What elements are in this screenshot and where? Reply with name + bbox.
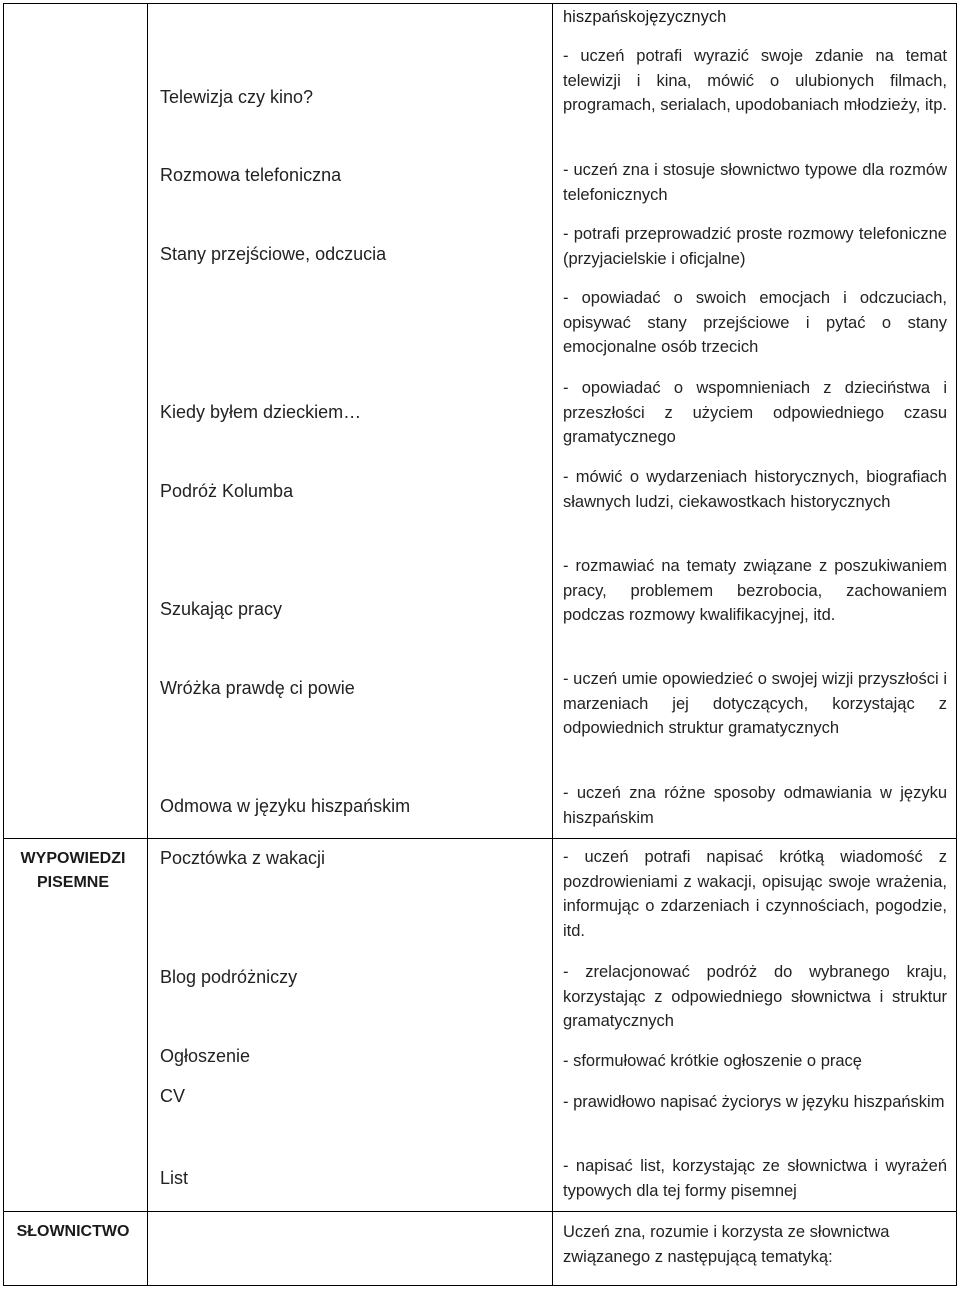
topic-item: Stany przejściowe, odczucia (160, 244, 387, 264)
description-item: - rozmawiać na tematy związane z poszukiwaniem pracy, problemem bezrobocia, zachowaniem podczas rozmowy kwalifikacyjnej, itd. (563, 557, 947, 625)
table-border-bottom (3, 1285, 957, 1286)
topic-item: Blog podróżniczy (160, 967, 298, 987)
continuation-text: hiszpańskojęzycznych (563, 8, 727, 26)
description-item: - uczeń zna różne sposoby odmawiania w języku hiszpańskim (563, 784, 947, 827)
table-border-top (3, 3, 957, 4)
description-item: - uczeń umie opowiedzieć o swojej wizji przyszłości i marzeniach jej dotyczących, korzystając z odpowiednich struktur gramatycznych (563, 670, 947, 738)
category-vocabulary: SŁOWNICTWO (16, 1223, 130, 1240)
category-written: WYPOWIEDZI PISEMNE (20, 850, 126, 891)
topic-item: Telewizja czy kino? (160, 87, 314, 107)
description-item: - prawidłowo napisać życiorys w języku hiszpańskim (563, 1093, 945, 1111)
description-item: - opowiadać o wspomnieniach z dzieciństwa i przeszłości z użyciem odpowiedniego czasu gramatycznego (563, 379, 947, 447)
topic-item: Rozmowa telefoniczna (160, 165, 342, 185)
topic-item: Wróżka prawdę ci powie (160, 678, 355, 698)
table-border-right (956, 3, 957, 1286)
description-item: - opowiadać o swoich emocjach i odczuciach, opisywać stany przejściowe i pytać o stany emocjonalne osób trzecich (563, 289, 947, 357)
topic-item: List (160, 1168, 189, 1188)
table-border-left (3, 3, 4, 1286)
topic-item: Kiedy byłem dzieckiem… (160, 402, 362, 422)
description-item: - sformułować krótkie ogłoszenie o pracę (563, 1052, 862, 1070)
description-item: - zrelacjonować podróż do wybranego kraju, korzystając z odpowiedniego słownictwa i struktur gramatycznych (563, 963, 947, 1031)
topic-item: CV (160, 1086, 186, 1106)
topic-item: Ogłoszenie (160, 1046, 251, 1066)
topic-item: Podróż Kolumba (160, 481, 294, 501)
description-item: - uczeń potrafi napisać krótką wiadomość z pozdrowieniami z wakacji, opisując swoje wrażenia, informując o zdarzeniach i czynnościach, pogodzie, itd. (563, 848, 947, 941)
table-column-divider-1 (147, 3, 148, 1286)
topic-item: Pocztówka z wakacji (160, 848, 326, 868)
description-item: Uczeń zna, rozumie i korzysta ze słownictwa związanego z następującą tematyką: (563, 1223, 890, 1266)
table-row-divider-written (3, 838, 957, 839)
table-column-divider-2 (552, 3, 553, 1286)
description-item: - uczeń zna i stosuje słownictwo typowe dla rozmów telefonicznych (563, 161, 947, 204)
topic-item: Odmowa w języku hiszpańskim (160, 796, 411, 816)
topic-item: Szukając pracy (160, 599, 283, 619)
description-item: - napisać list, korzystając ze słownictwa i wyrażeń typowych dla tej formy pisemnej (563, 1157, 947, 1200)
table-row-divider-vocabulary (3, 1211, 957, 1212)
description-item: - uczeń potrafi wyrazić swoje zdanie na temat telewizji i kina, mówić o ulubionych filmach, programach, serialach, upodobaniach młodzieży, itp. (563, 47, 947, 115)
description-item: - potrafi przeprowadzić proste rozmowy telefoniczne (przyjacielskie i oficjalne) (563, 225, 947, 268)
description-item: - mówić o wydarzeniach historycznych, biografiach sławnych ludzi, ciekawostkach historycznych (563, 468, 947, 511)
